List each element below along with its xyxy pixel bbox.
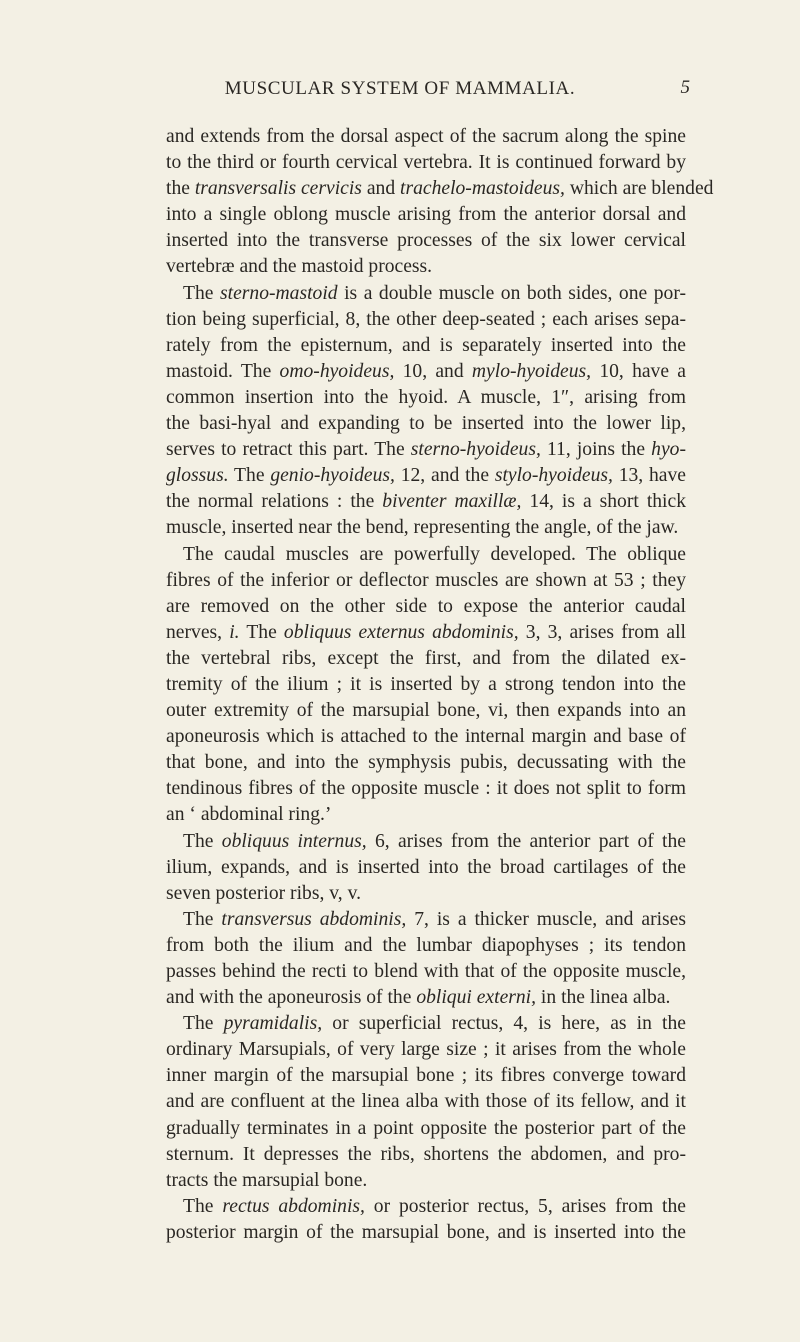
text-run: are removed on the other side to expose the anterior caudal — [166, 595, 686, 617]
italic-term: obliqui externi, — [416, 987, 537, 1009]
italic-term: rectus abdominis, — [222, 1195, 365, 1217]
text-line — [166, 672, 686, 698]
text-run: to the third or fourth cervical vertebra. It is continued forward by — [166, 152, 686, 174]
text-run: gradually terminates in a point opposite the posterior part of the — [166, 1117, 686, 1139]
text-run: and — [361, 178, 401, 200]
text-line — [166, 776, 686, 802]
text-run: 12, and the — [394, 465, 495, 487]
text-line — [166, 463, 686, 489]
text-line — [166, 1116, 686, 1142]
text-run: 11, joins the — [540, 439, 652, 461]
text-line — [166, 1089, 686, 1115]
body-text — [166, 124, 714, 1246]
text-run: from both the ilium and the lumbar diapophyses ; its tendon — [166, 934, 686, 956]
text-run: mastoid. The — [166, 360, 280, 382]
text-line — [166, 1142, 686, 1168]
text-run: 14, is a short thick — [521, 491, 686, 513]
text-run: which are blended — [564, 178, 714, 200]
text-run: 10, and — [394, 360, 472, 382]
text-run: outer extremity of the marsupial bone, vi, then expands into an — [166, 700, 686, 722]
text-line — [166, 724, 686, 750]
text-line — [166, 1168, 686, 1194]
text-run: the basi-hyal and expanding to be inserted into the lower lip, — [166, 413, 686, 435]
text-run: The — [183, 282, 220, 304]
italic-term: obliquus externus abdominis, — [283, 621, 519, 643]
text-line — [166, 176, 714, 202]
text-run: inner margin of the marsupial bone ; its fibres converge toward — [166, 1065, 686, 1087]
text-run: tracts the marsupial bone. — [166, 1169, 368, 1191]
text-run: rately from the episternum, and is separately inserted into the — [166, 334, 686, 356]
italic-term: obliquus internus, — [221, 830, 367, 852]
italic-term: genio-hyoideus, — [270, 465, 395, 487]
text-line — [166, 1220, 686, 1246]
text-line — [166, 202, 686, 228]
text-line — [166, 515, 686, 541]
italic-term: hyo- — [651, 439, 686, 461]
text-run: aponeurosis which is attached to the internal margin and base of — [166, 726, 686, 748]
text-run: an ‘ abdominal ring.’ — [166, 804, 332, 826]
running-title: MUSCULAR SYSTEM OF MAMMALIA. — [224, 78, 576, 99]
text-run: fibres of the inferior or deflector muscles are shown at 53 ; they — [166, 569, 686, 591]
text-run: seven posterior ribs, v, v. — [166, 882, 361, 904]
text-line — [166, 411, 686, 437]
text-line — [166, 881, 686, 907]
text-run: ordinary Marsupials, of very large size ; it arises from the whole — [166, 1039, 686, 1061]
italic-term: transversalis cervicis — [194, 178, 362, 200]
text-run: tremity of the ilium ; it is inserted by a strong tendon into the — [166, 673, 686, 695]
text-run: the vertebral ribs, except the first, and from the dilated ex- — [166, 647, 686, 669]
text-run: The — [183, 1195, 223, 1217]
text-run: the — [166, 178, 195, 200]
text-run: common insertion into the hyoid. A muscle, 1″, arising from — [166, 386, 686, 408]
text-line — [166, 568, 686, 594]
text-run: and with the aponeurosis of the — [166, 987, 417, 1009]
italic-term: transversus abdominis, — [221, 908, 407, 930]
text-run: 13, have — [612, 465, 686, 487]
text-line — [166, 698, 686, 724]
italic-term: mylo-hyoideus, — [471, 360, 592, 382]
page-number: 5 — [680, 77, 690, 98]
text-run: The — [183, 1013, 224, 1035]
text-line — [166, 437, 686, 463]
text-run: and extends from the dorsal aspect of the sacrum along the spine — [166, 126, 686, 147]
text-run: tendinous fibres of the opposite muscle : it does not split to form — [166, 778, 686, 800]
text-run: posterior margin of the marsupial bone, and is inserted into the — [166, 1221, 686, 1243]
italic-term: omo-hyoideus, — [279, 360, 395, 382]
italic-term: glossus. — [166, 465, 229, 487]
text-run: 3, 3, arises from all — [518, 621, 687, 643]
text-line — [166, 228, 686, 254]
italic-term: pyramidalis, — [223, 1013, 323, 1035]
text-run: tion being superficial, 8, the other deep-seated ; each arises sepa- — [166, 308, 686, 330]
text-line — [166, 542, 686, 568]
text-line — [166, 855, 686, 881]
text-line — [166, 907, 686, 933]
text-run: serves to retract this part. The — [166, 439, 411, 461]
text-run: nerves, — [166, 621, 230, 643]
text-run: into a single oblong muscle arising from the anterior dorsal and — [166, 204, 686, 226]
text-line — [166, 150, 686, 176]
text-run: or posterior rectus, 5, arises from the — [364, 1195, 686, 1217]
text-run: is a double muscle on both sides, one por- — [337, 282, 686, 304]
text-run: sternum. It depresses the ribs, shortens the abdomen, and pro- — [166, 1143, 686, 1165]
text-run: inserted into the transverse processes of the six lower cervical — [166, 230, 686, 252]
text-run: The — [239, 621, 284, 643]
text-run: that bone, and into the symphysis pubis, decussating with the — [166, 752, 686, 774]
text-line — [166, 646, 686, 672]
text-run: and are confluent at the linea alba with those of its fellow, and it — [166, 1091, 686, 1113]
text-line — [166, 307, 686, 333]
text-line — [166, 594, 686, 620]
text-line — [166, 333, 686, 359]
text-run: the normal relations : the — [166, 491, 383, 513]
text-line — [166, 829, 686, 855]
text-run: muscle, inserted near the bend, representing the angle, of the jaw. — [166, 517, 679, 539]
text-run: The — [183, 830, 222, 852]
italic-term: biventer maxillæ, — [382, 491, 522, 513]
italic-term: sterno-hyoideus, — [410, 439, 541, 461]
text-line — [166, 254, 686, 280]
italic-term: i. — [229, 621, 240, 643]
text-line — [166, 385, 686, 411]
text-run: 10, have a — [591, 360, 686, 382]
text-line — [166, 933, 686, 959]
text-line — [166, 359, 686, 385]
text-line — [166, 124, 686, 150]
text-run: The — [228, 465, 271, 487]
text-line — [166, 620, 686, 646]
text-run: passes behind the recti to blend with that of the opposite muscle, — [166, 961, 686, 982]
text-run: The caudal muscles are powerfully developed. The oblique — [183, 543, 686, 565]
italic-term: stylo-hyoideus, — [494, 465, 613, 487]
text-line — [166, 985, 686, 1011]
text-run: vertebræ and the mastoid process. — [166, 256, 433, 278]
text-line — [166, 1063, 686, 1089]
text-line — [166, 489, 686, 515]
text-line — [166, 1194, 686, 1220]
text-run: or superficial rectus, 4, is here, as in the — [322, 1013, 686, 1035]
text-line — [166, 281, 686, 307]
text-run: 7, is a thicker muscle, and arises — [406, 908, 686, 930]
italic-term: trachelo-mastoideus, — [400, 178, 565, 200]
text-run: in the linea alba. — [536, 987, 671, 1009]
text-run: 6, arises from the anterior part of the — [366, 830, 686, 852]
text-line — [166, 750, 686, 776]
text-line — [166, 1011, 686, 1037]
text-run: The — [183, 908, 222, 930]
text-line — [166, 802, 686, 828]
text-line — [166, 1037, 686, 1063]
page-header — [0, 74, 800, 104]
text-run: ilium, expands, and is inserted into the broad cartilages of the — [166, 856, 686, 878]
text-line — [166, 959, 686, 985]
italic-term: sterno-mastoid — [220, 282, 338, 304]
